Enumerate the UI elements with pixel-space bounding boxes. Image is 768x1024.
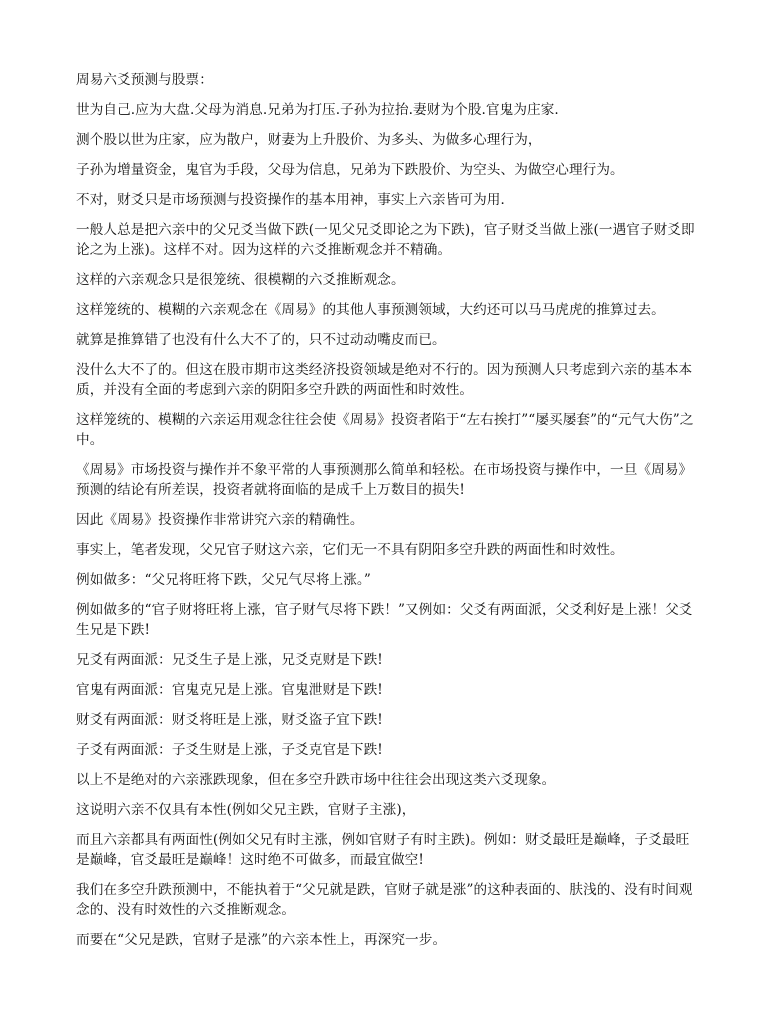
body-paragraph: 这说明六亲不仅具有本性(例如父兄主跌，官财子主涨)， xyxy=(76,802,416,818)
body-paragraph: 事实上，笔者发现，父兄官子财这六亲，它们无一不具有阴阳多空升跌的两面性和时效性。 xyxy=(76,542,624,558)
document-heading: 周易六爻预测与股票： xyxy=(76,72,213,88)
body-paragraph: 测个股以世为庄家，应为散户，财妻为上升股价、为多头、为做多心理行为， xyxy=(76,132,542,148)
body-paragraph: 子爻有两面派：子爻生财是上涨，子爻克官是下跌! xyxy=(76,742,383,758)
body-paragraph: 这样笼统的、模糊的六亲观念在《周易》的其他人事预测领域，大约还可以马马虎虎的推算过去。 xyxy=(76,302,665,318)
body-paragraph: 我们在多空升跌预测中，不能执着于“父兄就是跌，官财子就是涨”的这种表面的、肤浅的、没有时间观念的、没有时效性的六爻推断观念。 xyxy=(76,882,693,918)
body-paragraph: 这样的六亲观念只是很笼统、很模糊的六爻推断观念。 xyxy=(76,272,405,288)
body-paragraph: 因此《周易》投资操作非常讲究六亲的精确性。 xyxy=(76,512,364,528)
body-paragraph: 以上不是绝对的六亲涨跌现象，但在多空升跌市场中往往会出现这类六爻现象。 xyxy=(76,772,556,788)
body-paragraph: 财爻有两面派：财爻将旺是上涨，财爻盗子宜下跌! xyxy=(76,712,383,728)
body-paragraph: 《周易》市场投资与操作并不象平常的人事预测那么简单和轻松。在市场投资与操作中，一旦《周易》预测的结论有所差误，投资者就将面临的是成千上万数目的损失! xyxy=(76,462,693,498)
body-paragraph: 而要在“父兄是跌，官财子是涨”的六亲本性上，再深究一步。 xyxy=(76,932,447,948)
body-paragraph: 而且六亲都具有两面性(例如父兄有时主涨，例如官财子有时主跌)。例如：财爻最旺是巅峰，子爻最旺是巅峰，官爻最旺是巅峰！这时绝不可做多，而最宜做空! xyxy=(76,832,690,868)
body-paragraph: 这样笼统的、模糊的六亲运用观念往往会使《周易》投资者陷于“左右挨打”“屡买屡套”的“元气大伤”之中。 xyxy=(76,412,694,448)
body-paragraph: 不对，财爻只是市场预测与投资操作的基本用神，事实上六亲皆可为用． xyxy=(76,192,515,208)
body-paragraph: 一般人总是把六亲中的父兄爻当做下跌(一见父兄爻即论之为下跌)，官子财爻当做上涨(一遇官子财爻即论之为上涨)。这样不对。因为这样的六爻推断观念并不精确。 xyxy=(76,222,695,258)
body-paragraph: 就算是推算错了也没有什么大不了的，只不过动动嘴皮而已。 xyxy=(76,332,446,348)
body-paragraph: 兄爻有两面派：兄爻生子是上涨，兄爻克财是下跌! xyxy=(76,652,383,668)
body-paragraph: 子孙为增量资金，鬼官为手段，父母为信息，兄弟为下跌股价、为空头、为做空心理行为。 xyxy=(76,162,624,178)
body-paragraph: 例如做多的“官子财将旺将上涨，官子财气尽将下跌！”又例如：父爻有两面派，父爻利好是上涨！父爻生兄是下跌! xyxy=(76,602,693,638)
body-paragraph: 世为自己.应为大盘.父母为消息.兄弟为打压.子孙为拉抬.妻财为个股.官鬼为庄家. xyxy=(76,102,559,118)
body-paragraph: 官鬼有两面派：官鬼克兄是上涨。官鬼泄财是下跌! xyxy=(76,682,383,698)
body-paragraph: 没什么大不了的。但这在股市期市这类经济投资领域是绝对不行的。因为预测人只考虑到六亲的基本本质，并没有全面的考虑到六亲的阴阳多空升跌的两面性和时效性。 xyxy=(76,362,693,398)
body-paragraph: 例如做多：“父兄将旺将下跌，父兄气尽将上涨。” xyxy=(76,572,371,588)
